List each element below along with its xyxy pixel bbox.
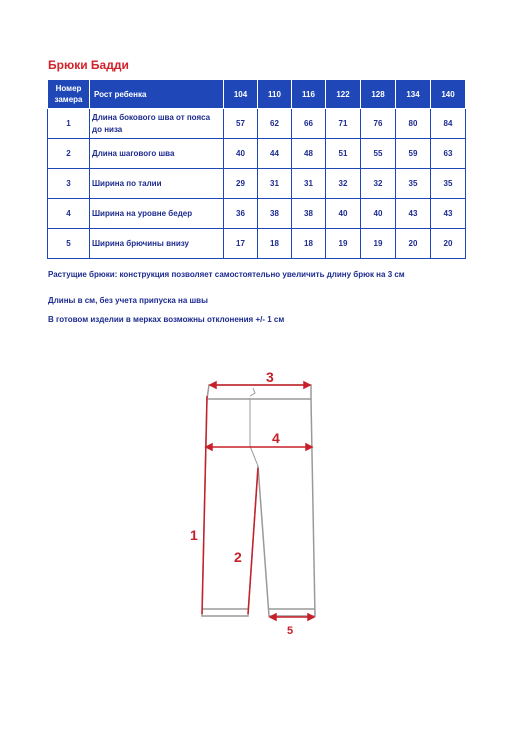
label-side-seam: 1 <box>190 527 198 543</box>
measure-number: 5 <box>48 229 90 259</box>
note-units: Длины в см, без учета припуска на швы <box>48 296 208 305</box>
measure-value: 55 <box>361 139 396 169</box>
table-row <box>48 199 466 229</box>
note-growing-pants: Растущие брюки: конструкция позволяет самостоятельно увеличить длину брюк на 3 см <box>48 270 405 279</box>
measure-number: 1 <box>48 109 90 139</box>
page-title: Брюки Бадди <box>48 58 129 72</box>
measure-lines <box>202 382 314 620</box>
measure-number: 3 <box>48 169 90 199</box>
measure-value: 18 <box>258 229 292 259</box>
measure-value: 19 <box>326 229 361 259</box>
measure-value: 66 <box>292 109 326 139</box>
measure-value: 57 <box>224 109 258 139</box>
measure-value: 36 <box>224 199 258 229</box>
label-inseam: 2 <box>234 549 242 565</box>
pants-diagram <box>180 366 330 656</box>
measure-value: 59 <box>396 139 431 169</box>
table-row <box>48 229 466 259</box>
measure-value: 32 <box>326 169 361 199</box>
measure-value: 19 <box>361 229 396 259</box>
measure-name: Ширина по талии <box>90 169 224 199</box>
measure-value: 48 <box>292 139 326 169</box>
measure-value: 40 <box>361 199 396 229</box>
measure-value: 40 <box>326 199 361 229</box>
pants-outline <box>202 385 315 616</box>
measure-value: 43 <box>396 199 431 229</box>
measure-value: 84 <box>431 109 466 139</box>
table-header-row <box>48 80 466 109</box>
header-child-height: Рост ребенка <box>90 80 224 109</box>
measure-value: 38 <box>258 199 292 229</box>
header-size-140: 140 <box>431 80 466 109</box>
table-row <box>48 109 466 139</box>
header-size-122: 122 <box>326 80 361 109</box>
measure-value: 31 <box>292 169 326 199</box>
measure-value: 62 <box>258 109 292 139</box>
table-row <box>48 169 466 199</box>
header-measure-number: Номер замера <box>48 80 90 109</box>
measure-number: 2 <box>48 139 90 169</box>
size-table <box>47 79 466 259</box>
measure-value: 20 <box>396 229 431 259</box>
header-size-104: 104 <box>224 80 258 109</box>
measure-value: 29 <box>224 169 258 199</box>
label-hem: 5 <box>287 625 294 637</box>
label-waist: 3 <box>266 369 274 385</box>
measure-name: Длина бокового шва от пояса до низа <box>90 109 224 139</box>
measure-value: 43 <box>431 199 466 229</box>
measure-value: 40 <box>224 139 258 169</box>
measure-value: 71 <box>326 109 361 139</box>
measure-value: 32 <box>361 169 396 199</box>
header-size-134: 134 <box>396 80 431 109</box>
header-size-110: 110 <box>258 80 292 109</box>
header-size-128: 128 <box>361 80 396 109</box>
note-tolerance: В готовом изделии в мерках возможны отклонения +/- 1 см <box>48 315 285 324</box>
measure-value: 17 <box>224 229 258 259</box>
measure-number: 4 <box>48 199 90 229</box>
measure-value: 76 <box>361 109 396 139</box>
measure-value: 18 <box>292 229 326 259</box>
measure-value: 20 <box>431 229 466 259</box>
measure-value: 35 <box>396 169 431 199</box>
measure-value: 51 <box>326 139 361 169</box>
measure-value: 80 <box>396 109 431 139</box>
header-size-116: 116 <box>292 80 326 109</box>
measure-value: 44 <box>258 139 292 169</box>
measure-name: Ширина брючины внизу <box>90 229 224 259</box>
measure-value: 38 <box>292 199 326 229</box>
measure-value: 63 <box>431 139 466 169</box>
label-hips: 4 <box>272 430 280 446</box>
measure-value: 31 <box>258 169 292 199</box>
measure-value: 35 <box>431 169 466 199</box>
table-row <box>48 139 466 169</box>
measure-name: Длина шагового шва <box>90 139 224 169</box>
measure-name: Ширина на уровне бедер <box>90 199 224 229</box>
measure-labels <box>190 369 293 637</box>
